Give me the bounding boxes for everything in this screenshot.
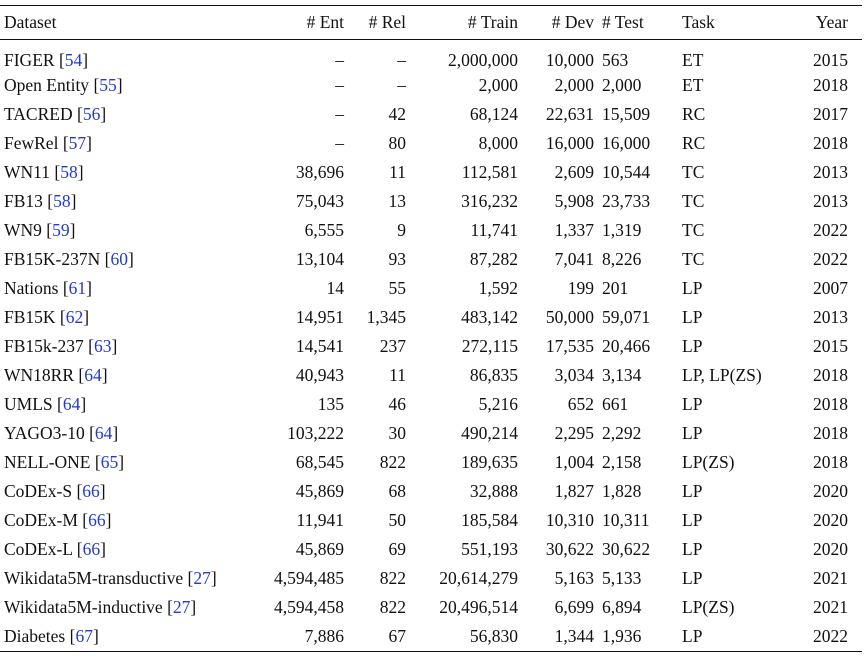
- task-cell: TC: [682, 162, 705, 182]
- year-cell: 2013: [813, 162, 848, 182]
- train-cell: 20,496,514: [439, 597, 518, 617]
- test-cell: 2,158: [602, 452, 642, 472]
- dev-cell: 1,337: [554, 220, 594, 240]
- rel-cell: 822: [379, 452, 406, 472]
- dataset-name: Wikidata5M-inductive: [4, 597, 163, 617]
- citation-link[interactable]: 58: [53, 191, 71, 211]
- table-row: [0, 129, 862, 158]
- rel-cell: 93: [388, 249, 406, 269]
- table-row: [0, 390, 862, 419]
- table-row: [0, 535, 862, 564]
- table-row: [0, 477, 862, 506]
- ent-cell: 7,886: [258, 622, 348, 651]
- rel-cell: 822: [379, 568, 406, 588]
- train-cell: 490,214: [461, 423, 518, 443]
- table-row: [0, 361, 862, 390]
- table-row: [0, 622, 862, 651]
- dataset-name: FB15K-237N: [4, 249, 101, 269]
- ent-cell: 135: [317, 394, 344, 414]
- ent-cell: 11,941: [296, 510, 344, 530]
- table-row: [0, 564, 862, 593]
- dataset-name: WN18RR: [4, 365, 74, 385]
- dev-cell: 50,000: [545, 307, 594, 327]
- table-row: [0, 303, 862, 332]
- dataset-cell: FIGER [54]: [4, 50, 89, 70]
- dataset-cell: WN9 [59]: [4, 220, 76, 240]
- dataset-name: FIGER: [4, 50, 55, 70]
- year-cell: 2018: [813, 133, 848, 153]
- citation-link[interactable]: 55: [99, 75, 117, 95]
- train-cell: 32,888: [469, 481, 518, 501]
- task-cell: LP: [682, 307, 703, 327]
- rel-cell: 11: [389, 162, 406, 182]
- dataset-name: Open Entity: [4, 75, 90, 95]
- test-cell: 2,292: [602, 423, 642, 443]
- dataset-name: WN9: [4, 220, 42, 240]
- dataset-cell: YAGO3-10 [64]: [4, 423, 119, 443]
- dataset-cell: Open Entity [55]: [4, 75, 123, 95]
- citation-link[interactable]: 57: [68, 133, 87, 153]
- citation-link[interactable]: 64: [84, 365, 102, 385]
- task-cell: LP: [682, 394, 703, 414]
- dataset-name: TACRED: [4, 104, 73, 124]
- header-task: Task: [678, 6, 788, 40]
- datasets-table: [0, 5, 862, 652]
- test-cell: 563: [602, 50, 629, 70]
- task-cell: RC: [682, 104, 706, 124]
- ent-cell: –: [335, 104, 344, 124]
- citation-link[interactable]: 66: [88, 510, 106, 530]
- task-cell: TC: [682, 220, 705, 240]
- table-row: [0, 216, 862, 245]
- test-cell: 16,000: [602, 133, 651, 153]
- task-cell: LP: [682, 568, 703, 588]
- dataset-cell: FB13 [58]: [4, 191, 77, 211]
- task-cell: ET: [682, 75, 704, 95]
- dataset-cell: TACRED [56]: [4, 104, 107, 124]
- year-cell: 2021: [813, 568, 848, 588]
- table-header: [0, 6, 862, 40]
- train-cell: 483,142: [461, 307, 518, 327]
- test-cell: 1,828: [602, 481, 642, 501]
- task-cell: LP: [682, 481, 703, 501]
- year-cell: 2015: [813, 50, 848, 70]
- dataset-name: NELL-ONE: [4, 452, 91, 472]
- year-cell: 2018: [813, 452, 848, 472]
- year-cell: 2015: [813, 336, 848, 356]
- rel-cell: 11: [389, 365, 406, 385]
- test-cell: 23,733: [602, 191, 651, 211]
- year-cell: 2018: [813, 423, 848, 443]
- dataset-cell: UMLS [64]: [4, 394, 87, 414]
- dev-cell: 17,535: [545, 336, 594, 356]
- dataset-name: FB15k-237: [4, 336, 84, 356]
- citation-link[interactable]: 66: [82, 539, 101, 559]
- task-cell: LP: [682, 278, 703, 298]
- citation-link[interactable]: 66: [82, 481, 100, 501]
- train-cell: 1,592: [478, 278, 518, 298]
- ent-cell: 13,104: [295, 249, 344, 269]
- rel-cell: 50: [388, 510, 406, 530]
- dataset-cell: Wikidata5M-inductive [27]: [4, 597, 197, 617]
- dev-cell: 2,000: [554, 75, 594, 95]
- test-cell: 3,134: [602, 365, 642, 385]
- dataset-name: FewRel: [4, 133, 59, 153]
- ent-cell: 14,541: [295, 336, 344, 356]
- year-cell: 2018: [813, 394, 848, 414]
- year-cell: 2020: [813, 539, 848, 559]
- year-cell: 2018: [813, 365, 848, 385]
- dev-cell: 16,000: [545, 133, 594, 153]
- table-row: [0, 274, 862, 303]
- citation-link[interactable]: 56: [82, 104, 101, 124]
- table-row: [0, 158, 862, 187]
- dataset-name: CoDEx-M: [4, 510, 78, 530]
- table-row: [0, 187, 862, 216]
- rel-cell: 80: [388, 133, 406, 153]
- citation-link[interactable]: 64: [94, 423, 113, 443]
- rel-cell: 30: [388, 423, 406, 443]
- table-row: [0, 245, 862, 274]
- train-cell: 68,124: [469, 104, 518, 124]
- test-cell: 1,936: [598, 622, 678, 651]
- train-cell: 189,635: [461, 452, 518, 472]
- citation-link[interactable]: 61: [68, 278, 87, 298]
- test-cell: 15,509: [602, 104, 651, 124]
- table-body: [0, 40, 862, 652]
- ent-cell: 103,222: [287, 423, 344, 443]
- test-cell: 10,544: [602, 162, 651, 182]
- train-cell: 5,216: [478, 394, 518, 414]
- test-cell: 8,226: [602, 249, 642, 269]
- citation-link[interactable]: 65: [100, 452, 119, 472]
- dataset-cell: CoDEx-L [66]: [4, 539, 106, 559]
- task-cell: LP: [682, 510, 703, 530]
- dev-cell: 1,827: [554, 481, 594, 501]
- citation-link[interactable]: 63: [93, 336, 112, 356]
- test-cell: 20,466: [602, 336, 651, 356]
- year-cell: 2013: [813, 191, 848, 211]
- task-cell: RC: [682, 133, 706, 153]
- test-cell: 6,894: [602, 597, 642, 617]
- dev-cell: 10,310: [545, 510, 594, 530]
- year-cell: 2018: [813, 75, 848, 95]
- dataset-cell: Wikidata5M-transductive [27]: [4, 568, 217, 588]
- dataset-cell: FewRel [57]: [4, 133, 92, 153]
- dev-cell: 1,344: [522, 622, 598, 651]
- ent-cell: 45,869: [295, 481, 344, 501]
- table-row: [0, 419, 862, 448]
- task-cell: TC: [682, 249, 705, 269]
- test-cell: 201: [602, 278, 629, 298]
- train-cell: 2,000,000: [448, 50, 518, 70]
- header-row: [0, 6, 862, 40]
- dev-cell: 5,163: [554, 568, 594, 588]
- ent-cell: –: [335, 50, 344, 70]
- citation-link[interactable]: 27: [172, 597, 191, 617]
- citation-link[interactable]: 67: [75, 625, 93, 646]
- dataset-name: Wikidata5M-transductive: [4, 568, 184, 588]
- test-cell: 10,311: [602, 510, 650, 530]
- dev-cell: 2,295: [554, 423, 594, 443]
- ent-cell: 14,951: [295, 307, 344, 327]
- task-cell: LP: [682, 423, 703, 443]
- dataset-cell: CoDEx-M [66]: [4, 510, 112, 530]
- citation-link[interactable]: 54: [64, 50, 83, 70]
- citation-link[interactable]: 64: [62, 394, 81, 414]
- task-cell: TC: [682, 191, 705, 211]
- dataset-cell: WN11 [58]: [4, 162, 84, 182]
- dataset-name: CoDEx-S: [4, 481, 73, 501]
- year-cell: 2022: [813, 249, 848, 269]
- ent-cell: 75,043: [295, 191, 344, 211]
- dev-cell: 7,041: [554, 249, 594, 269]
- dataset-name: FB13: [4, 191, 43, 211]
- citation-link[interactable]: 59: [52, 220, 70, 240]
- test-cell: 5,133: [602, 568, 642, 588]
- task-cell: LP: [682, 539, 703, 559]
- citation-link[interactable]: 60: [110, 249, 128, 269]
- ent-cell: 4,594,458: [274, 597, 344, 617]
- dataset-cell: CoDEx-S [66]: [4, 481, 106, 501]
- dev-cell: 6,699: [554, 597, 594, 617]
- dev-cell: 652: [567, 394, 594, 414]
- rel-cell: 237: [379, 336, 406, 356]
- year-cell: 2013: [813, 307, 848, 327]
- rel-cell: 69: [388, 539, 406, 559]
- header-rel: # Rel: [348, 6, 410, 40]
- test-cell: 661: [602, 394, 629, 414]
- train-cell: 551,193: [461, 539, 518, 559]
- table-row: [0, 100, 862, 129]
- rel-cell: 9: [397, 220, 406, 240]
- dataset-cell: WN18RR [64]: [4, 365, 108, 385]
- train-cell: 87,282: [469, 249, 518, 269]
- year-cell: 2017: [813, 104, 848, 124]
- train-cell: 11,741: [470, 220, 518, 240]
- year-cell: 2021: [813, 597, 848, 617]
- task-cell: LP, LP(ZS): [682, 365, 762, 385]
- table-row: [0, 506, 862, 535]
- header-year: Year: [788, 6, 862, 40]
- ent-cell: 68,545: [295, 452, 344, 472]
- dataset-cell: Diabetes [67]: [0, 622, 258, 651]
- dataset-name: YAGO3-10: [4, 423, 85, 443]
- header-dataset: Dataset: [0, 6, 258, 40]
- task-cell: LP(ZS): [682, 597, 735, 617]
- dataset-name: FB15K: [4, 307, 56, 327]
- dev-cell: 1,004: [554, 452, 594, 472]
- test-cell: 59,071: [602, 307, 651, 327]
- ent-cell: 45,869: [295, 539, 344, 559]
- rel-cell: –: [397, 75, 406, 95]
- dataset-cell: FB15K-237N [60]: [4, 249, 134, 269]
- year-cell: 2022: [813, 220, 848, 240]
- dataset-cell: FB15k-237 [63]: [4, 336, 118, 356]
- dataset-name: CoDEx-L: [4, 539, 73, 559]
- ent-cell: 40,943: [295, 365, 344, 385]
- task-cell: LP: [678, 622, 788, 651]
- dev-cell: 30,622: [545, 539, 594, 559]
- rel-cell: 67: [348, 622, 410, 651]
- ent-cell: 4,594,485: [274, 568, 344, 588]
- test-cell: 30,622: [602, 539, 651, 559]
- dev-cell: 22,631: [545, 104, 594, 124]
- dataset-cell: Nations [61]: [4, 278, 92, 298]
- dataset-name: Diabetes: [4, 625, 66, 646]
- dataset-name: Nations: [4, 278, 59, 298]
- test-cell: 2,000: [602, 75, 642, 95]
- rel-cell: 822: [379, 597, 406, 617]
- dev-cell: 10,000: [545, 50, 594, 70]
- dataset-name: WN11: [4, 162, 51, 182]
- train-cell: 316,232: [461, 191, 518, 211]
- table-row: [0, 71, 862, 100]
- table-row: [0, 332, 862, 361]
- citation-link[interactable]: 27: [193, 568, 211, 588]
- train-cell: 272,115: [461, 336, 518, 356]
- train-cell: 20,614,279: [439, 568, 518, 588]
- train-cell: 185,584: [461, 510, 518, 530]
- ent-cell: –: [335, 75, 344, 95]
- ent-cell: 38,696: [295, 162, 344, 182]
- year-cell: 2007: [813, 278, 848, 298]
- table-row: [0, 448, 862, 477]
- rel-cell: 1,345: [366, 307, 406, 327]
- dev-cell: 199: [567, 278, 594, 298]
- header-test: # Test: [598, 6, 678, 40]
- task-cell: LP(ZS): [682, 452, 735, 472]
- header-dev: # Dev: [522, 6, 598, 40]
- test-cell: 1,319: [602, 220, 642, 240]
- year-cell: 2022: [788, 622, 862, 651]
- train-cell: 2,000: [478, 75, 518, 95]
- ent-cell: –: [335, 133, 344, 153]
- ent-cell: 6,555: [304, 220, 344, 240]
- rel-cell: 42: [388, 104, 406, 124]
- dev-cell: 3,034: [554, 365, 594, 385]
- train-cell: 56,830: [410, 622, 522, 651]
- rel-cell: 68: [388, 481, 406, 501]
- header-train: # Train: [410, 6, 522, 40]
- train-cell: 8,000: [478, 133, 518, 153]
- header-ent: # Ent: [258, 6, 348, 40]
- ent-cell: 14: [326, 278, 344, 298]
- task-cell: ET: [682, 50, 704, 70]
- year-cell: 2020: [813, 510, 848, 530]
- citation-link[interactable]: 58: [60, 162, 78, 182]
- train-cell: 86,835: [469, 365, 518, 385]
- dataset-cell: NELL-ONE [65]: [4, 452, 125, 472]
- table-row: [0, 40, 862, 72]
- rel-cell: 46: [388, 394, 406, 414]
- dev-cell: 2,609: [554, 162, 594, 182]
- table-row: [0, 593, 862, 622]
- task-cell: LP: [682, 336, 703, 356]
- dataset-cell: FB15K [62]: [4, 307, 90, 327]
- dataset-name: UMLS: [4, 394, 53, 414]
- rel-cell: 55: [388, 278, 406, 298]
- rel-cell: 13: [388, 191, 406, 211]
- citation-link[interactable]: 62: [65, 307, 84, 327]
- train-cell: 112,581: [461, 162, 518, 182]
- rel-cell: –: [397, 50, 406, 70]
- dev-cell: 5,908: [554, 191, 594, 211]
- year-cell: 2020: [813, 481, 848, 501]
